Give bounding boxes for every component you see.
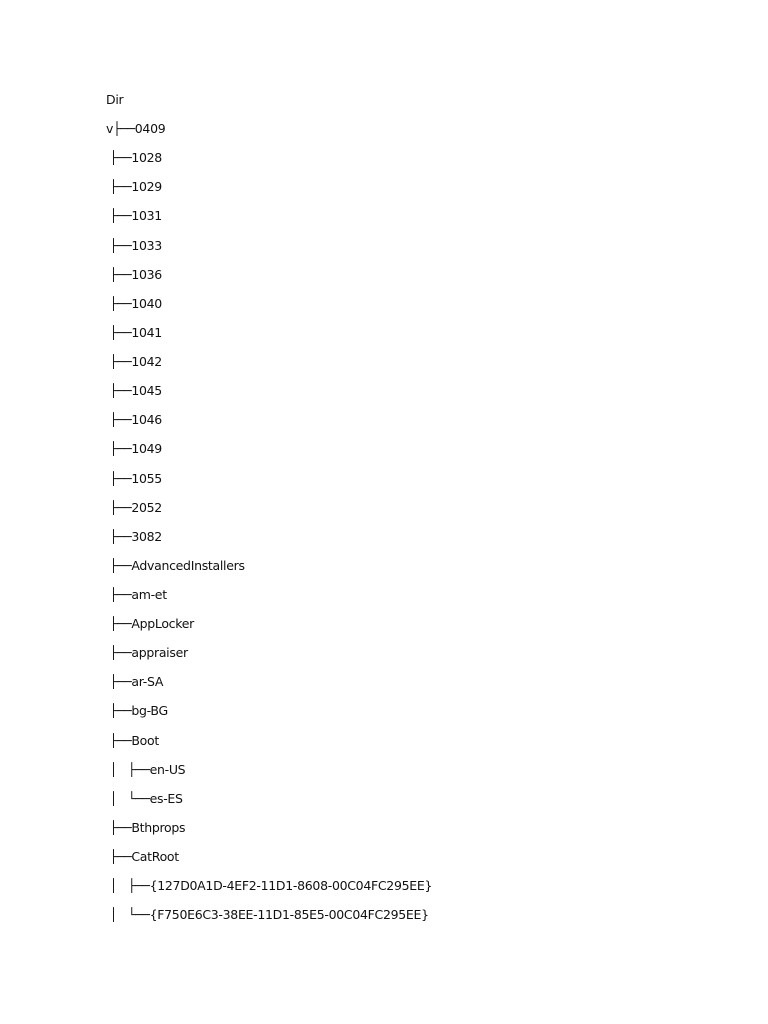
tree-line-bg-bg: ├──bg-BG xyxy=(106,703,168,718)
tree-line-1028: ├──1028 xyxy=(106,150,162,165)
tree-line-applocker: ├──AppLocker xyxy=(106,616,194,631)
tree-line-1033: ├──1033 xyxy=(106,238,162,253)
tree-line-0409: v├──0409 xyxy=(106,121,166,136)
tree-line-1049: ├──1049 xyxy=(106,441,162,456)
tree-line-catroot-guid-2: │ └──{F750E6C3-38EE-11D1-85E5-00C04FC295EE} xyxy=(106,907,429,922)
tree-line-ar-sa: ├──ar-SA xyxy=(106,674,164,689)
tree-line-1036: ├──1036 xyxy=(106,267,162,282)
tree-line-advancedinstallers: ├──AdvancedInstallers xyxy=(106,558,245,573)
tree-line-boot: ├──Boot xyxy=(106,733,159,748)
tree-line-catroot-guid-1: │ ├──{127D0A1D-4EF2-11D1-8608-00C04FC295EE} xyxy=(106,878,433,893)
tree-line-3082: ├──3082 xyxy=(106,529,162,544)
tree-line-1041: ├──1041 xyxy=(106,325,162,340)
tree-header: Dir xyxy=(106,92,124,107)
tree-line-1042: ├──1042 xyxy=(106,354,162,369)
tree-line-boot-es-es: │ └──es-ES xyxy=(106,791,183,806)
tree-line-1045: ├──1045 xyxy=(106,383,162,398)
tree-line-1029: ├──1029 xyxy=(106,179,162,194)
tree-line-appraiser: ├──appraiser xyxy=(106,645,188,660)
tree-line-boot-en-us: │ ├──en-US xyxy=(106,762,186,777)
tree-line-1031: ├──1031 xyxy=(106,208,162,223)
tree-line-1040: ├──1040 xyxy=(106,296,162,311)
tree-line-1046: ├──1046 xyxy=(106,412,162,427)
tree-line-bthprops: ├──Bthprops xyxy=(106,820,186,835)
tree-line-1055: ├──1055 xyxy=(106,471,162,486)
tree-line-2052: ├──2052 xyxy=(106,500,162,515)
tree-line-catroot: ├──CatRoot xyxy=(106,849,179,864)
tree-line-am-et: ├──am-et xyxy=(106,587,167,602)
